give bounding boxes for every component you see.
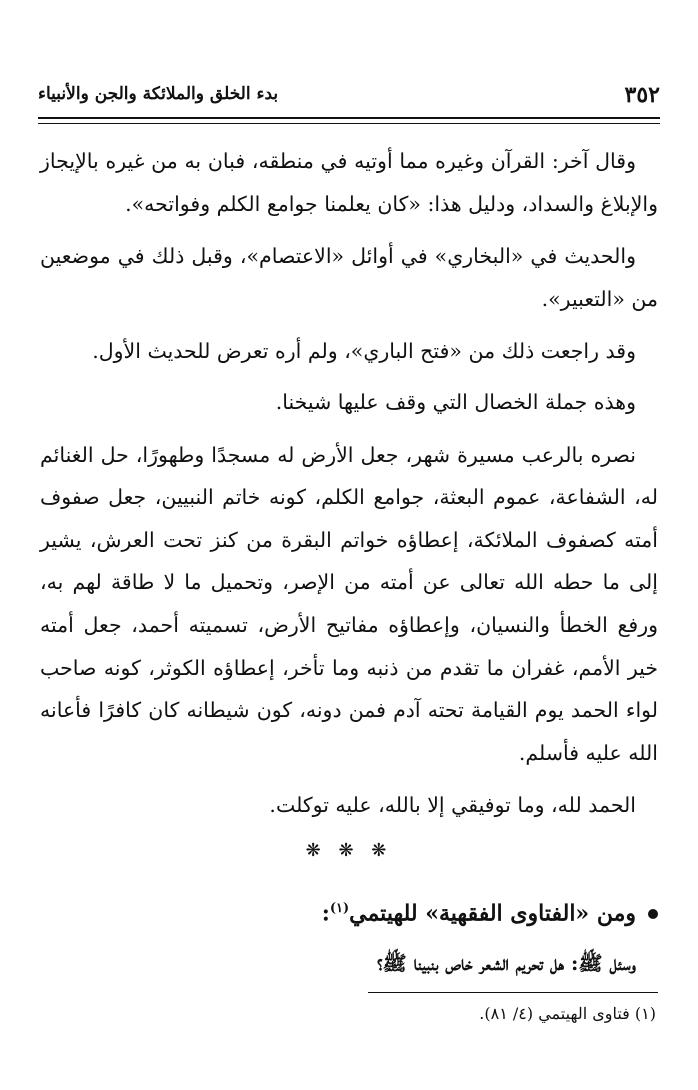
page-number: ٣٥٢ (624, 82, 660, 108)
paragraph-4: وهذه جملة الخصال التي وقف عليها شيخنا. (275, 389, 636, 414)
question-text: وسئل ﷺ: هل تحريم الشعر خاص بنبينا ﷺ؟ (377, 951, 636, 976)
paragraph-3: وقد راجعت ذلك من «فتح الباري»، ولم أره تعرض للحديث الأول. (92, 339, 636, 364)
section-title: ومن «الفتاوى الفقهية» للهيتمي (349, 900, 636, 927)
section-divider-stars: ❋ ❋ ❋ (305, 839, 393, 861)
page-header (38, 78, 660, 110)
footnote-marker: (١) (329, 900, 350, 916)
header-rule-thin (38, 123, 660, 124)
footnote-rule (368, 992, 658, 993)
paragraph-5: نصره بالرعب مسيرة شهر، جعل الأرض له مسجدًا وطهورًا، حل الغنائم له، الشفاعة، عموم البعثة، جوامع الكلم، كونه خاتم النبيين، جعل صفوف أمته كصفوف الملائكة، إعطاؤه خواتم البقرة من كنز تحت العرش، يشير إلى ما حطه الله تعالى عن أمته من الإصر، وتحميل ما لا طاقة لهم به، ورفع الخطأ والنسيان، وإعطاؤه مفاتيح الأرض، تسميته أحمد، جعل أمته خير الأمم، غفران ما تقدم من ذنبه وما تأخر، إعطاؤه الكوثر، كونه صاحب لواء الحمد يوم القيامة تحته آدم فمن دونه، كون شيطانه كان كافرًا فأعانه الله عليه فأسلم. (40, 442, 658, 765)
bullet-icon (648, 909, 658, 919)
paragraph-6: الحمد لله، وما توفيقي إلا بالله، عليه توكلت. (269, 793, 636, 818)
paragraph-1: وقال آخر: القرآن وغيره مما أوتيه في منطقه، فبان به من غيره بالإيجاز والإبلاغ والسداد، ودليل هذا: «كان يعلمنا جوامع الكلم وفواتحه». (40, 149, 658, 216)
header-rule-thick (38, 117, 660, 119)
section-heading (40, 885, 658, 937)
body-text (40, 140, 658, 983)
footnote: (١) فتاوى الهيتمي (٤/ ٨١). (479, 1004, 656, 1023)
paragraph-2: والحديث في «البخاري» في أوائل «الاعتصام»، وقبل ذلك في موضعين من «التعبير». (40, 244, 658, 311)
section-colon: : (321, 900, 330, 927)
running-title: بدء الخلق والملائكة والجن والأنبياء (38, 84, 279, 104)
